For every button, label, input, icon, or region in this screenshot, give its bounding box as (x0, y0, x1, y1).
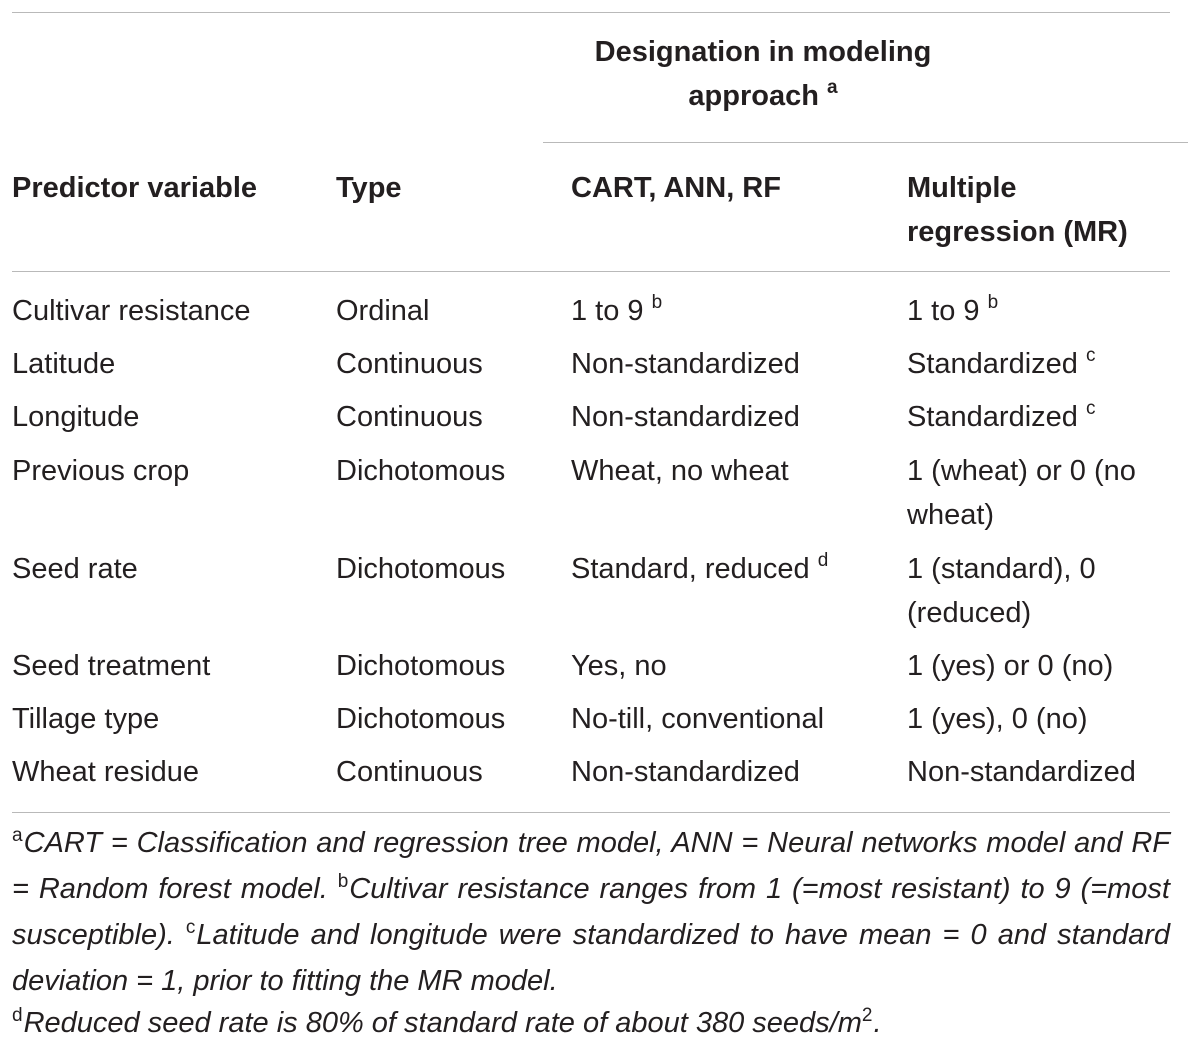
cell-predictor: Seed treatment (12, 650, 211, 682)
cell-line: 1 (standard), 0 (907, 553, 1096, 585)
footnote-a-mark: a (12, 825, 23, 846)
group-header-line1: Designation in modeling (594, 36, 932, 68)
cell-predictor: Tillage type (12, 703, 160, 735)
group-header-rule (543, 142, 1188, 143)
cell-multiple-regression (907, 395, 1095, 443)
col-header-mr-line1: Multiple (907, 172, 1017, 204)
header-bottom-rule (12, 271, 1170, 272)
cell-type: Dichotomous (336, 553, 506, 585)
cell-predictor: Seed rate (12, 553, 138, 585)
footnote-a-text: CART = Classification and regression tree model, ANN = Neural networks model and RF = Random forest model. (12, 827, 1170, 905)
cell-multiple-regression (907, 289, 998, 337)
group-header-line2: approach $^a$ (688, 77, 838, 112)
footnote-d-text: Reduced seed rate is 80% of standard rate of about 380 seeds/m (23, 1007, 862, 1039)
group-header (543, 30, 983, 122)
cell-cart-ann-rf: 1 to 9 $^b$ (571, 292, 663, 327)
footnote-b-mark: b (337, 871, 349, 892)
cell-line: Non-standardized (907, 756, 1136, 788)
col-header-multiple-regression (907, 166, 1128, 254)
cell-predictor: Cultivar resistance (12, 295, 251, 327)
cell-type: Continuous (336, 401, 483, 433)
cell-cart-ann-rf: Non-standardized (571, 401, 800, 433)
cell-cart-ann-rf: No-till, conventional (571, 703, 825, 735)
col-header-predictor: Predictor variable (12, 172, 257, 204)
footnote-ref-b: b (651, 292, 663, 313)
cell-predictor: Longitude (12, 401, 140, 433)
cell-multiple-regression (907, 547, 1096, 635)
cell-line: 1 (wheat) or 0 (no (907, 455, 1136, 487)
cell-multiple-regression (907, 750, 1136, 794)
cell-type: Dichotomous (336, 703, 506, 735)
footnote-ref-d: d (817, 550, 829, 571)
cell-multiple-regression (907, 697, 1088, 741)
cell-line: Standardized $^c$ (907, 345, 1096, 380)
footnote-b-text: Cultivar resistance ranges from 1 (=most resistant) to 9 (=most susceptible). (12, 873, 1170, 951)
cell-type: Continuous (336, 756, 483, 788)
cell-line: Standardized $^c$ (907, 398, 1096, 433)
cell-type: Ordinal (336, 295, 430, 327)
cell-predictor: Wheat residue (12, 756, 199, 788)
cell-type: Continuous (336, 348, 483, 380)
footnote-ref-b: b (987, 292, 999, 313)
footnote-ref-c: c (1085, 398, 1096, 419)
cell-cart-ann-rf: Wheat, no wheat (571, 455, 789, 487)
col-header-mr-line2: regression (MR) (907, 216, 1128, 248)
cell-cart-ann-rf: Yes, no (571, 650, 667, 682)
footnote-ref-a: a (827, 77, 838, 98)
col-header-cart-ann-rf: CART, ANN, RF (571, 172, 781, 204)
cell-cart-ann-rf: Non-standardized (571, 348, 800, 380)
col-header-type: Type (336, 172, 402, 204)
cell-predictor: Previous crop (12, 455, 190, 487)
cell-cart-ann-rf: Non-standardized (571, 756, 800, 788)
footnote-d (12, 1002, 1170, 1048)
cell-line: wheat) (907, 499, 995, 531)
footnote-d-end: . (873, 1007, 882, 1039)
cell-multiple-regression (907, 449, 1136, 537)
cell-line: 1 to 9 $^b$ (907, 292, 999, 327)
cell-line: 1 (yes) or 0 (no) (907, 650, 1114, 682)
top-rule (12, 12, 1170, 13)
cell-type: Dichotomous (336, 455, 506, 487)
footnote-d-mark: d (12, 1005, 23, 1026)
cell-line: (reduced) (907, 597, 1032, 629)
cell-cart-ann-rf: Standard, reduced $^d$ (571, 550, 829, 585)
table-bottom-rule (12, 812, 1170, 813)
cell-type: Dichotomous (336, 650, 506, 682)
footnote-c-mark: c (185, 917, 196, 938)
table-footnotes (12, 822, 1170, 1048)
cell-line: 1 (yes), 0 (no) (907, 703, 1088, 735)
footnote-d-superscript: 2 (861, 1005, 873, 1026)
cell-predictor: Latitude (12, 348, 116, 380)
footnote-ref-c: c (1085, 345, 1096, 366)
cell-multiple-regression (907, 644, 1113, 688)
cell-multiple-regression (907, 342, 1095, 390)
footnote-a-b (12, 822, 1170, 1002)
footnote-c-text: Latitude and longitude were standardized to have mean = 0 and standard deviation = 1, prior to fitting the MR model. (12, 919, 1170, 997)
